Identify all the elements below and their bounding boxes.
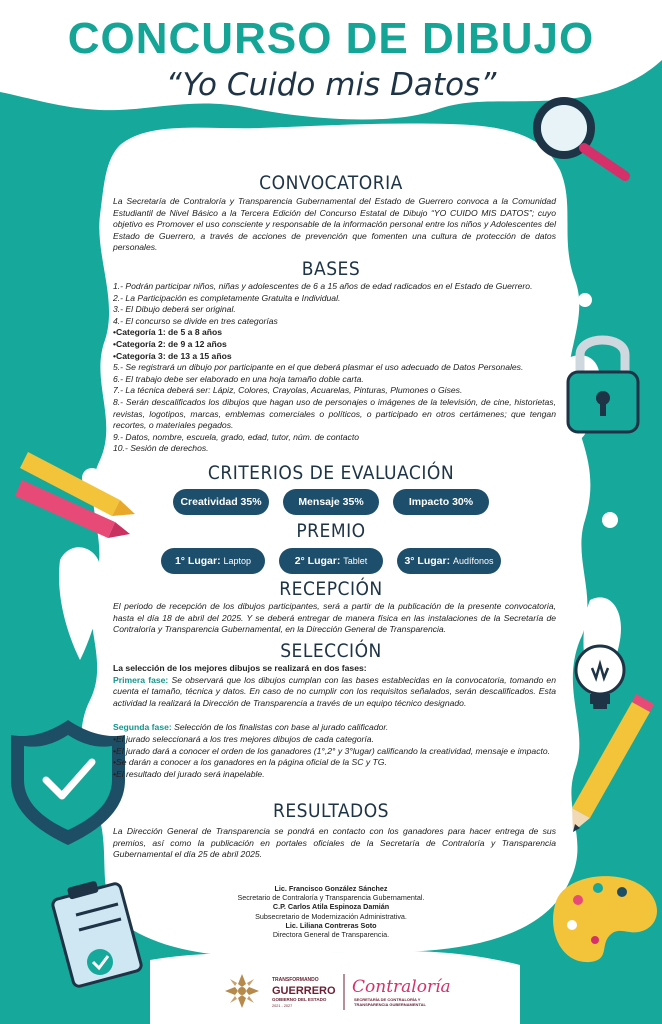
signatures-block (0, 884, 662, 939)
convocatoria-heading: CONVOCATORIA (259, 172, 403, 194)
signer-name: Lic. Francisco González Sánchez (274, 884, 388, 893)
convocatoria-body: La Secretaría de Contraloría y Transparencia Gubernamental del Estado de Guerrero convoca a la Comunidad Estudiantil de Nivel Básico a la Tercera Edición del Concurso Estatal de Dibujo “YO CUIDO MIS DATOS”; cuyo objetivo es Promover el uso consciente y responsable de la información personal entre los niños y Adolescentes del Estado de Guerrero, a través de acciones de prevención que fomenten una cultura de protección de datos personales. (113, 196, 556, 253)
premio-prize: Tablet (343, 556, 368, 566)
bases-heading: BASES (301, 258, 361, 280)
list-item: •Categoría 3: de 13 a 15 años (113, 350, 232, 361)
premio-first-badge (161, 548, 265, 574)
seleccion-fase1 (113, 675, 556, 710)
fase2-label: Segunda fase: (113, 722, 172, 733)
fase1-label: Primera fase: (113, 674, 169, 685)
criterios-heading: CRITERIOS DE EVALUACIÓN (207, 462, 455, 484)
recepcion-heading: RECEPCIÓN (279, 578, 383, 600)
criterio-impacto-badge: Impacto 30% (393, 489, 489, 515)
premio-place: 3° Lugar: (404, 555, 451, 567)
list-item: 7.- La técnica deberá ser: Lápiz, Colores, Crayolas, Acuarelas, Pinturas, Plumones o Gises. (113, 385, 463, 396)
list-item: 9.- Datos, nombre, escuela, grado, edad, tutor, núm. de contacto (113, 431, 360, 442)
criterio-mensaje-badge: Mensaje 35% (283, 489, 379, 515)
seleccion-intro: La selección de los mejores dibujos se realizará en dos fases: (113, 663, 367, 673)
list-item: 8.- Serán descalificados los dibujos que hagan uso de personajes o imágenes de la televisión, de cine, historietas, revistas, logotipos, marcas, emblemas comerciales o políticos, o participado en otros certámenes; que tengan recortes, o materiales pegados. (113, 396, 556, 431)
premio-prize: Audífonos (453, 556, 494, 566)
guerrero-contraloria-logos (220, 966, 460, 1016)
list-item: 5.- Se registrará un dibujo por participante en el que deberá plasmar el uso adecuado de Datos Personales. (113, 362, 524, 373)
list-item: •Se darán a conocer a los ganadores en la página oficial de la SC y TG. (113, 757, 387, 768)
criterio-creatividad-badge: Creatividad 35% (173, 489, 269, 515)
premio-heading: PREMIO (296, 520, 366, 542)
guerrero-sub-text: GOBIERNO DEL ESTADO (272, 997, 327, 1002)
list-item: 6.- El trabajo debe ser elaborado en una hoja tamaño doble carta. (113, 373, 364, 384)
premio-place: 2° Lugar: (294, 555, 341, 567)
footer-logos (220, 966, 460, 1016)
premio-place: 1° Lugar: (174, 555, 221, 567)
signer-name: Lic. Liliana Contreras Soto (285, 920, 377, 930)
bases-list (113, 281, 556, 455)
criterios-pills (0, 489, 662, 515)
signer-role: Directora General de Transparencia. (272, 930, 390, 940)
signer-role: Secretario de Contraloría y Transparencia Gubernamental. (237, 893, 425, 903)
list-item: 3.- El Dibujo deberá ser original. (113, 304, 236, 315)
premio-prize: Laptop (223, 556, 252, 566)
list-item: 4.- El concurso se divide en tres categorías (113, 315, 278, 326)
premio-second-badge (279, 548, 383, 574)
recepcion-body: El periodo de recepción de los dibujos participantes, será a partir de la publicación de la presente convocatoria, hasta el día 18 de abril del 2025. Y se deberá entregar de manera física en las instalaciones de la Secretaría de Contraloría y Transparencia Gubernamental, en la Dirección General de Transparencia. (113, 601, 556, 635)
signer-name: C.P. Carlos Atila Espinoza Damián (272, 902, 390, 912)
guerrero-emblem-icon (225, 974, 259, 1008)
list-item: •El jurado seleccionará a los tres mejores dibujos de cada categoría. (113, 733, 374, 744)
fase1-text: Se observará que los dibujos cumplan con las bases establecidas en la convocatoria, tomando en cuenta el tamaño, técnica y datos. En caso de no cumplir con los requisitos señalados, serán descalificados. Esta actividad la realizará la Dirección de Transparencia a través de un equipo técnico designado. (113, 674, 556, 708)
list-item: •Categoría 1: de 5 a 8 años (113, 327, 223, 338)
list-item: •El jurado dará a conocer el orden de los ganadores (1°,2° y 3°lugar) calificando la creatividad, mensaje e impacto. (113, 745, 551, 756)
list-item: 1.- Podrán participar niños, niñas y adolescentes de 6 a 15 años de edad radicados en el Estado de Guerrero. (113, 281, 533, 291)
guerrero-top-text: TRANSFORMANDO (272, 977, 319, 983)
signer-role: Subsecretario de Modernización Administrativa. (255, 911, 407, 921)
seleccion-fase2 (113, 722, 556, 734)
seleccion-heading: SELECCIÓN (280, 640, 382, 662)
guerrero-years-text: 2021 - 2027 (272, 1004, 293, 1008)
list-item: 2.- La Participación es completamente Gratuita e Individual. (113, 292, 341, 303)
guerrero-main-text: GUERRERO (272, 985, 336, 997)
fase2-text: Selección de los finalistas con base al jurado calificador. (171, 722, 389, 733)
resultados-heading: RESULTADOS (272, 800, 390, 822)
contraloria-sub2-text: TRANSPARENCIA GUBERNAMENTAL (354, 1002, 426, 1007)
premio-pills (0, 548, 662, 574)
list-item: •Categoría 2: de 9 a 12 años (113, 338, 227, 349)
resultados-body: La Dirección General de Transparencia se pondrá en contacto con los ganadores para hacer entrega de sus premios, así como la publicación en portales oficiales de la Secretaría de Contraloría y Transparencia Gubernamental el día 25 de abril 2025. (113, 826, 556, 860)
premio-third-badge (397, 548, 501, 574)
list-item: •El resultado del jurado será inapelable. (113, 768, 265, 779)
list-item: 10.- Sesión de derechos. (113, 443, 209, 454)
seleccion-body (113, 663, 556, 780)
contraloria-sub1-text: SECRETARÍA DE CONTRALORÍA Y (354, 997, 421, 1002)
page-title: CONCURSO DE DIBUJO (67, 14, 595, 63)
contraloria-main-text: Contraloría (352, 977, 451, 997)
page-subtitle: “Yo Cuido mis Datos” (165, 67, 497, 103)
